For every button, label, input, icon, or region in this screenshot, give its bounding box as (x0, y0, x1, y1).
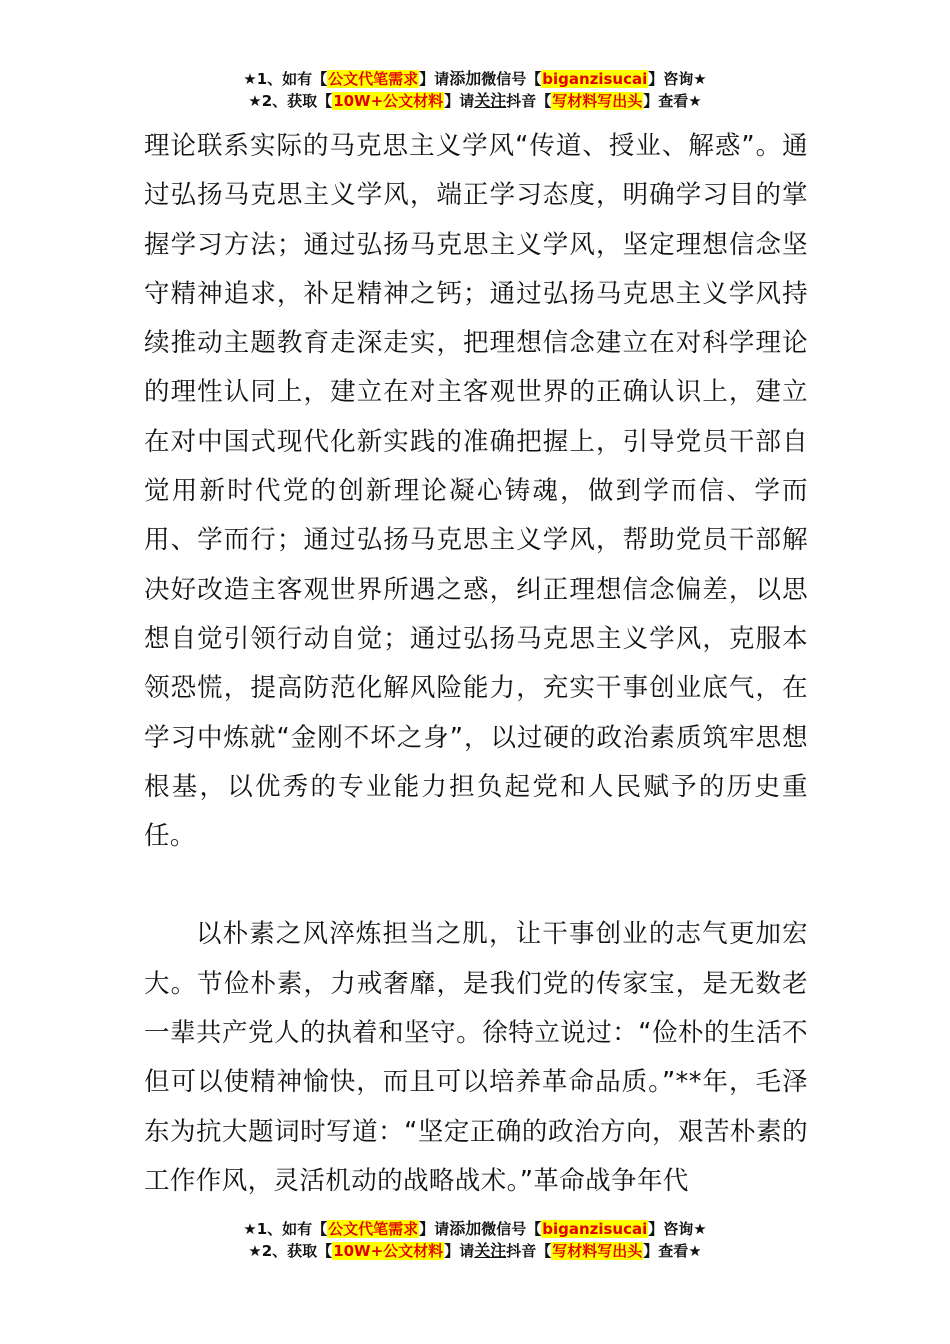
banner-text: 】请 (444, 92, 475, 110)
banner-emphasis: 添加 (449, 1219, 482, 1238)
paragraph-2: 以朴素之风淬炼担当之肌，让干事创业的志气更加宏大。节俭朴素，力戒奢靡，是我们党的传家宝，是无数老一辈共产党人的执着和坚守。徐特立说过：“俭朴的生活不但可以使精神愉快，而且可以培养革命品质。”**年，毛泽东为抗大题词时写道：“坚定正确的政治方向，艰苦朴素的工作作风，灵活机动的战略战术。”革命战争年代 (144, 919, 808, 1196)
banner-line-1 (0, 68, 950, 90)
banner-emphasis: 添加 (449, 69, 482, 88)
banner-text: 微信号【 (481, 1220, 542, 1238)
banner-text: ★1、如有【 (243, 1220, 328, 1238)
banner-text: ★2、获取【 (248, 92, 333, 110)
banner-text: ★1、如有【 (243, 70, 328, 88)
banner-text: 】咨询★ (648, 1220, 707, 1238)
highlight-materials: 10W+公文材料 (333, 92, 444, 110)
banner-line-2 (0, 90, 950, 112)
banner-text: ★2、获取【 (248, 1242, 333, 1260)
banner-emphasis: 关注 (474, 1241, 507, 1260)
highlight-service: 公文代笔需求 (328, 1220, 419, 1238)
highlight-service: 公文代笔需求 (328, 70, 419, 88)
banner-text: 】请 (444, 1242, 475, 1260)
highlight-materials: 10W+公文材料 (333, 1242, 444, 1260)
footer-banner (0, 1218, 950, 1262)
banner-text: 】请 (419, 70, 450, 88)
paragraph-gap (144, 861, 808, 910)
banner-text: 抖音【 (506, 92, 552, 110)
banner-line-2 (0, 1240, 950, 1262)
paragraph-1: 理论联系实际的马克思主义学风“传道、授业、解惑”。通过弘扬马克思主义学风，端正学习态度，明确学习目的掌握学习方法；通过弘扬马克思主义学风，坚定理想信念坚守精神追求，补足精神之钙；通过弘扬马克思主义学风持续推动主题教育走深走实，把理想信念建立在对科学理论的理性认同上，建立在对主客观世界的正确认识上，建立在对中国式现代化新实践的准确把握上，引导党员干部自觉用新时代党的创新理论凝心铸魂，做到学而信、学而用、学而行；通过弘扬马克思主义学风，帮助党员干部解决好改造主客观世界所遇之惑，纠正理想信念偏差，以思想自觉引领行动自觉；通过弘扬马克思主义学风，克服本领恐慌，提高防范化解风险能力，充实干事创业底气，在学习中炼就“金刚不坏之身”，以过硬的政治素质筑牢思想根基，以优秀的专业能力担负起党和人民赋予的历史重任。 (144, 131, 808, 852)
banner-line-1 (0, 1218, 950, 1240)
banner-text: 】请 (419, 1220, 450, 1238)
highlight-douyin-account: 写材料写出头 (552, 1242, 643, 1260)
header-banner (0, 68, 950, 112)
banner-emphasis: 关注 (474, 91, 507, 110)
banner-text: 】查看★ (643, 1242, 702, 1260)
highlight-wechat-id: biganzisucai (542, 1220, 648, 1238)
banner-text: 微信号【 (481, 70, 542, 88)
banner-text: 抖音【 (506, 1242, 552, 1260)
highlight-douyin-account: 写材料写出头 (552, 92, 643, 110)
banner-text: 】咨询★ (648, 70, 707, 88)
highlight-wechat-id: biganzisucai (542, 70, 648, 88)
document-body (144, 122, 808, 1206)
banner-text: 】查看★ (643, 92, 702, 110)
